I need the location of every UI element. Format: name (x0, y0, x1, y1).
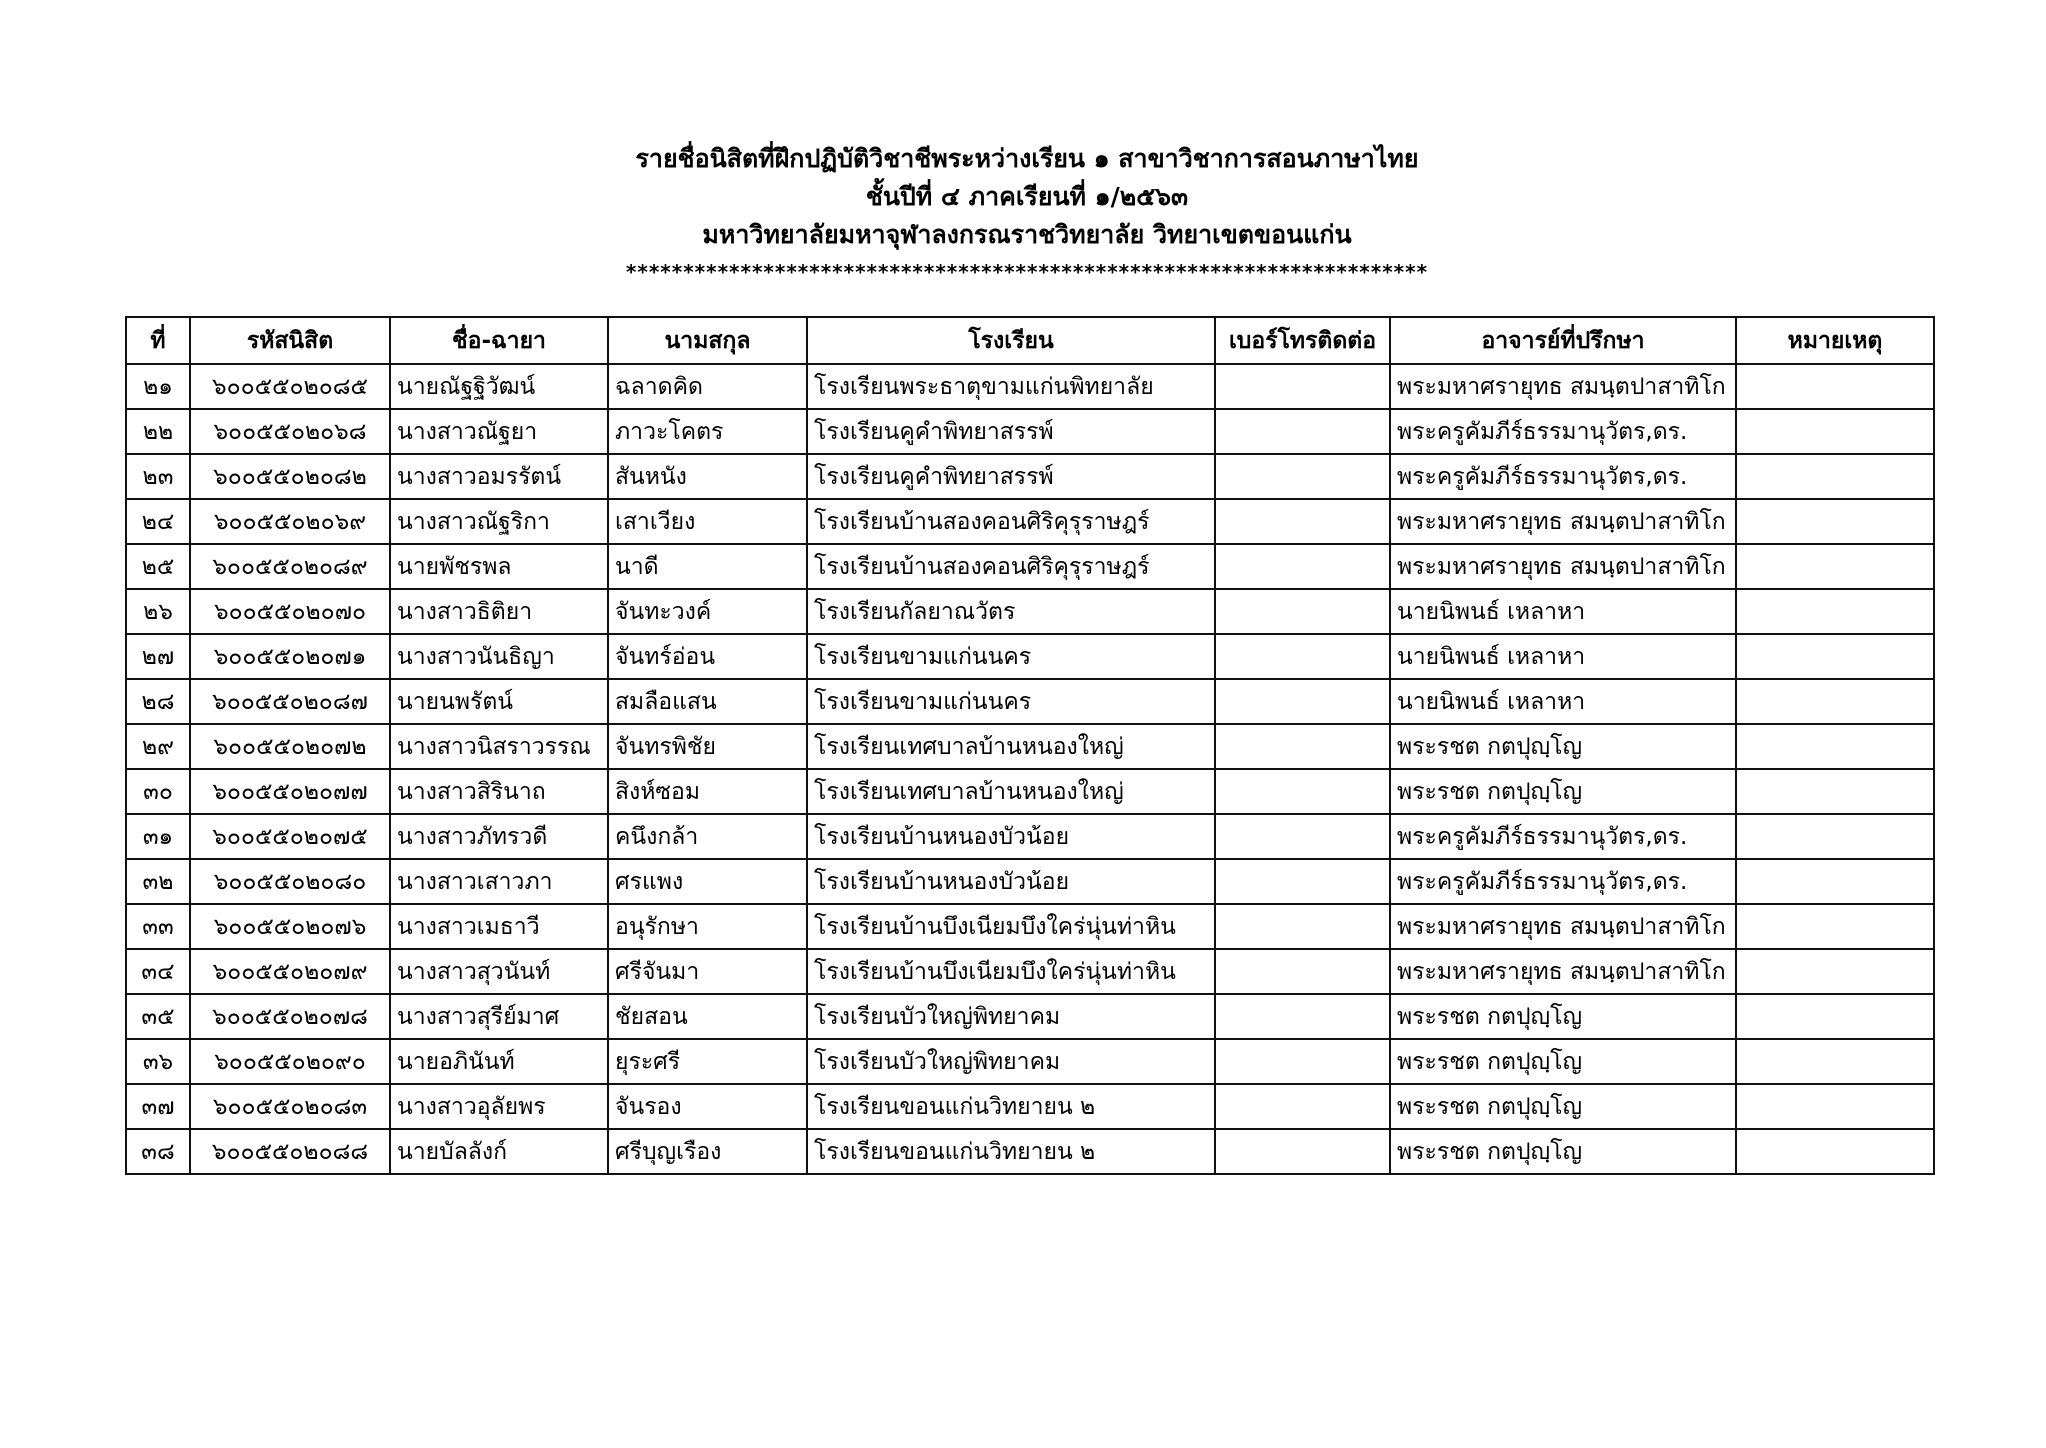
cell-advisor: พระรชต กตปุญฺโญ (1390, 1084, 1736, 1129)
cell-advisor: นายนิพนธ์ เหลาหา (1390, 589, 1736, 634)
cell-surname: ภาวะโคตร (608, 409, 807, 454)
cell-student-id: ๖๐๐๕๕๐๒๐๗๑ (190, 634, 390, 679)
cell-name: นางสาวนันธิญา (390, 634, 608, 679)
cell-note (1736, 634, 1934, 679)
table-row (126, 724, 1934, 769)
cell-note (1736, 724, 1934, 769)
cell-student-id: ๖๐๐๕๕๐๒๐๗๘ (190, 994, 390, 1039)
cell-school: โรงเรียนขามแก่นนคร (807, 679, 1215, 724)
cell-no: ๒๑ (126, 364, 190, 409)
table-row (126, 409, 1934, 454)
column-header-phone: เบอร์โทรติดต่อ (1215, 317, 1390, 364)
cell-name: นายบัลลังก์ (390, 1129, 608, 1174)
table-row (126, 679, 1934, 724)
cell-name: นายนพรัตน์ (390, 679, 608, 724)
cell-school: โรงเรียนบัวใหญ่พิทยาคม (807, 994, 1215, 1039)
cell-phone (1215, 409, 1390, 454)
cell-student-id: ๖๐๐๕๕๐๒๐๖๘ (190, 409, 390, 454)
cell-name: นางสาวอุลัยพร (390, 1084, 608, 1129)
cell-note (1736, 994, 1934, 1039)
cell-note (1736, 949, 1934, 994)
cell-no: ๓๗ (126, 1084, 190, 1129)
table-row (126, 814, 1934, 859)
cell-advisor: พระมหาศรายุทธ สมนฺตปาสาทิโก (1390, 904, 1736, 949)
cell-advisor: พระครูคัมภีร์ธรรมานุวัตร,ดร. (1390, 814, 1736, 859)
cell-note (1736, 364, 1934, 409)
cell-name: นางสาวสุวนันท์ (390, 949, 608, 994)
cell-advisor: พระรชต กตปุญฺโญ (1390, 994, 1736, 1039)
cell-no: ๓๘ (126, 1129, 190, 1174)
cell-note (1736, 499, 1934, 544)
cell-surname: สันหนัง (608, 454, 807, 499)
cell-school: โรงเรียนกัลยาณวัตร (807, 589, 1215, 634)
cell-note (1736, 409, 1934, 454)
cell-note (1736, 679, 1934, 724)
cell-name: นางสาวสิรินาถ (390, 769, 608, 814)
cell-surname: จันทร์อ่อน (608, 634, 807, 679)
cell-student-id: ๖๐๐๕๕๐๒๐๗๐ (190, 589, 390, 634)
cell-name: นางสาวภัทรวดี (390, 814, 608, 859)
table-row (126, 1084, 1934, 1129)
cell-school: โรงเรียนบ้านสองคอนศิริคุรุราษฎร์ (807, 499, 1215, 544)
table-row (126, 364, 1934, 409)
cell-phone (1215, 949, 1390, 994)
table-row (126, 904, 1934, 949)
cell-phone (1215, 814, 1390, 859)
cell-phone (1215, 544, 1390, 589)
cell-advisor: นายนิพนธ์ เหลาหา (1390, 634, 1736, 679)
cell-phone (1215, 859, 1390, 904)
cell-note (1736, 1129, 1934, 1174)
cell-advisor: พระมหาศรายุทธ สมนฺตปาสาทิโก (1390, 544, 1736, 589)
student-roster-table (125, 316, 1935, 1175)
cell-school: โรงเรียนคูคำพิทยาสรรพ์ (807, 409, 1215, 454)
cell-no: ๓๒ (126, 859, 190, 904)
cell-phone (1215, 499, 1390, 544)
cell-student-id: ๖๐๐๕๕๐๒๐๙๐ (190, 1039, 390, 1084)
cell-name: นางสาวอมรรัตน์ (390, 454, 608, 499)
cell-advisor: พระมหาศรายุทธ สมนฺตปาสาทิโก (1390, 949, 1736, 994)
cell-name: นายพัชรพล (390, 544, 608, 589)
cell-school: โรงเรียนขอนแก่นวิทยายน ๒ (807, 1129, 1215, 1174)
cell-no: ๒๒ (126, 409, 190, 454)
column-header-student-id: รหัสนิสิต (190, 317, 390, 364)
cell-school: โรงเรียนบ้านบึงเนียมบึงใคร่นุ่นท่าหิน (807, 904, 1215, 949)
cell-name: นายณัฐฐิวัฒน์ (390, 364, 608, 409)
cell-name: นางสาวเมธาวี (390, 904, 608, 949)
cell-no: ๓๕ (126, 994, 190, 1039)
cell-name: นางสาวธิติยา (390, 589, 608, 634)
cell-surname: อนุรักษา (608, 904, 807, 949)
cell-no: ๒๗ (126, 634, 190, 679)
title-line-1: รายชื่อนิสิตที่ฝึกปฏิบัติวิชาชีพระหว่างเรียน ๑ สาขาวิชาการสอนภาษาไทย (635, 144, 1419, 173)
cell-no: ๒๙ (126, 724, 190, 769)
cell-school: โรงเรียนบ้านหนองบัวน้อย (807, 859, 1215, 904)
cell-student-id: ๖๐๐๕๕๐๒๐๗๖ (190, 904, 390, 949)
cell-no: ๒๕ (126, 544, 190, 589)
cell-school: โรงเรียนเทศบาลบ้านหนองใหญ่ (807, 769, 1215, 814)
table-row (126, 769, 1934, 814)
table-row (126, 1129, 1934, 1174)
table-row (126, 589, 1934, 634)
cell-no: ๓๐ (126, 769, 190, 814)
cell-student-id: ๖๐๐๕๕๐๒๐๘๕ (190, 364, 390, 409)
cell-advisor: พระมหาศรายุทธ สมนฺตปาสาทิโก (1390, 499, 1736, 544)
cell-phone (1215, 724, 1390, 769)
cell-phone (1215, 994, 1390, 1039)
cell-student-id: ๖๐๐๕๕๐๒๐๗๕ (190, 814, 390, 859)
column-header-advisor: อาจารย์ที่ปรึกษา (1390, 317, 1736, 364)
cell-no: ๓๖ (126, 1039, 190, 1084)
cell-student-id: ๖๐๐๕๕๐๒๐๘๗ (190, 679, 390, 724)
cell-student-id: ๖๐๐๕๕๐๒๐๘๒ (190, 454, 390, 499)
cell-note (1736, 814, 1934, 859)
cell-school: โรงเรียนขอนแก่นวิทยายน ๒ (807, 1084, 1215, 1129)
cell-note (1736, 544, 1934, 589)
cell-advisor: พระรชต กตปุญฺโญ (1390, 724, 1736, 769)
cell-note (1736, 1039, 1934, 1084)
cell-surname: นาดี (608, 544, 807, 589)
column-header-surname: นามสกุล (608, 317, 807, 364)
column-header-name: ชื่อ-ฉายา (390, 317, 608, 364)
cell-school: โรงเรียนบ้านหนองบัวน้อย (807, 814, 1215, 859)
cell-phone (1215, 589, 1390, 634)
table-row (126, 859, 1934, 904)
table-row (126, 454, 1934, 499)
cell-phone (1215, 364, 1390, 409)
table-row (126, 499, 1934, 544)
cell-advisor: พระครูคัมภีร์ธรรมานุวัตร,ดร. (1390, 859, 1736, 904)
cell-surname: จันรอง (608, 1084, 807, 1129)
cell-phone (1215, 679, 1390, 724)
table-header-row (126, 317, 1934, 364)
cell-student-id: ๖๐๐๕๕๐๒๐๘๓ (190, 1084, 390, 1129)
cell-note (1736, 454, 1934, 499)
cell-advisor: พระรชต กตปุญฺโญ (1390, 769, 1736, 814)
cell-surname: ฉลาดคิด (608, 364, 807, 409)
cell-name: นางสาวนิสราวรรณ (390, 724, 608, 769)
cell-school: โรงเรียนเทศบาลบ้านหนองใหญ่ (807, 724, 1215, 769)
cell-surname: สมลือแสน (608, 679, 807, 724)
title-line-2: ชั้นปีที่ ๔ ภาคเรียนที่ ๑/๒๕๖๓ (865, 182, 1189, 211)
cell-name: นางสาวสุรีย์มาศ (390, 994, 608, 1039)
cell-phone (1215, 904, 1390, 949)
cell-name: นางสาวณัฐริกา (390, 499, 608, 544)
cell-note (1736, 904, 1934, 949)
cell-phone (1215, 634, 1390, 679)
cell-surname: สิงห์ซอม (608, 769, 807, 814)
cell-no: ๓๔ (126, 949, 190, 994)
cell-no: ๒๘ (126, 679, 190, 724)
cell-advisor: พระรชต กตปุญฺโญ (1390, 1129, 1736, 1174)
table-row (126, 1039, 1934, 1084)
cell-no: ๓๓ (126, 904, 190, 949)
cell-student-id: ๖๐๐๕๕๐๒๐๗๒ (190, 724, 390, 769)
cell-school: โรงเรียนขามแก่นนคร (807, 634, 1215, 679)
cell-school: โรงเรียนพระธาตุขามแก่นพิทยาลัย (807, 364, 1215, 409)
cell-advisor: พระรชต กตปุญฺโญ (1390, 1039, 1736, 1084)
cell-school: โรงเรียนบัวใหญ่พิทยาคม (807, 1039, 1215, 1084)
cell-phone (1215, 1039, 1390, 1084)
cell-note (1736, 589, 1934, 634)
cell-surname: เสาเวียง (608, 499, 807, 544)
cell-student-id: ๖๐๐๕๕๐๒๐๖๙ (190, 499, 390, 544)
table-row (126, 544, 1934, 589)
table-row (126, 994, 1934, 1039)
table-row (126, 634, 1934, 679)
cell-surname: ชัยสอน (608, 994, 807, 1039)
cell-surname: ศรแพง (608, 859, 807, 904)
cell-note (1736, 859, 1934, 904)
cell-advisor: พระครูคัมภีร์ธรรมานุวัตร,ดร. (1390, 454, 1736, 499)
cell-student-id: ๖๐๐๕๕๐๒๐๗๙ (190, 949, 390, 994)
cell-student-id: ๖๐๐๕๕๐๒๐๗๗ (190, 769, 390, 814)
cell-no: ๒๔ (126, 499, 190, 544)
cell-surname: จันทรพิชัย (608, 724, 807, 769)
document-header (0, 140, 2046, 287)
cell-school: โรงเรียนคูคำพิทยาสรรพ์ (807, 454, 1215, 499)
title-line-3: มหาวิทยาลัยมหาจุฬาลงกรณราชวิทยาลัย วิทยาเขตขอนแก่น (702, 220, 1352, 249)
column-header-no: ที่ (126, 317, 190, 364)
cell-no: ๓๑ (126, 814, 190, 859)
cell-student-id: ๖๐๐๕๕๐๒๐๘๐ (190, 859, 390, 904)
cell-phone (1215, 454, 1390, 499)
cell-student-id: ๖๐๐๕๕๐๒๐๘๙ (190, 544, 390, 589)
separator-line: ********************************************************************** (625, 260, 1429, 284)
column-header-school: โรงเรียน (807, 317, 1215, 364)
cell-advisor: พระครูคัมภีร์ธรรมานุวัตร,ดร. (1390, 409, 1736, 454)
cell-no: ๒๖ (126, 589, 190, 634)
table-body (126, 364, 1934, 1174)
cell-note (1736, 1084, 1934, 1129)
table-row (126, 949, 1934, 994)
cell-advisor: นายนิพนธ์ เหลาหา (1390, 679, 1736, 724)
cell-phone (1215, 1084, 1390, 1129)
column-header-note: หมายเหตุ (1736, 317, 1934, 364)
cell-phone (1215, 1129, 1390, 1174)
cell-student-id: ๖๐๐๕๕๐๒๐๘๘ (190, 1129, 390, 1174)
cell-school: โรงเรียนบ้านสองคอนศิริคุรุราษฎร์ (807, 544, 1215, 589)
cell-note (1736, 769, 1934, 814)
cell-surname: จันทะวงค์ (608, 589, 807, 634)
cell-name: นางสาวณัฐยา (390, 409, 608, 454)
cell-surname: ยุระศรี (608, 1039, 807, 1084)
cell-no: ๒๓ (126, 454, 190, 499)
cell-name: นายอภินันท์ (390, 1039, 608, 1084)
cell-school: โรงเรียนบ้านบึงเนียมบึงใคร่นุ่นท่าหิน (807, 949, 1215, 994)
cell-phone (1215, 769, 1390, 814)
cell-advisor: พระมหาศรายุทธ สมนฺตปาสาทิโก (1390, 364, 1736, 409)
cell-surname: ศรีจันมา (608, 949, 807, 994)
cell-name: นางสาวเสาวภา (390, 859, 608, 904)
cell-surname: ศรีบุญเรือง (608, 1129, 807, 1174)
cell-surname: คนึงกล้า (608, 814, 807, 859)
